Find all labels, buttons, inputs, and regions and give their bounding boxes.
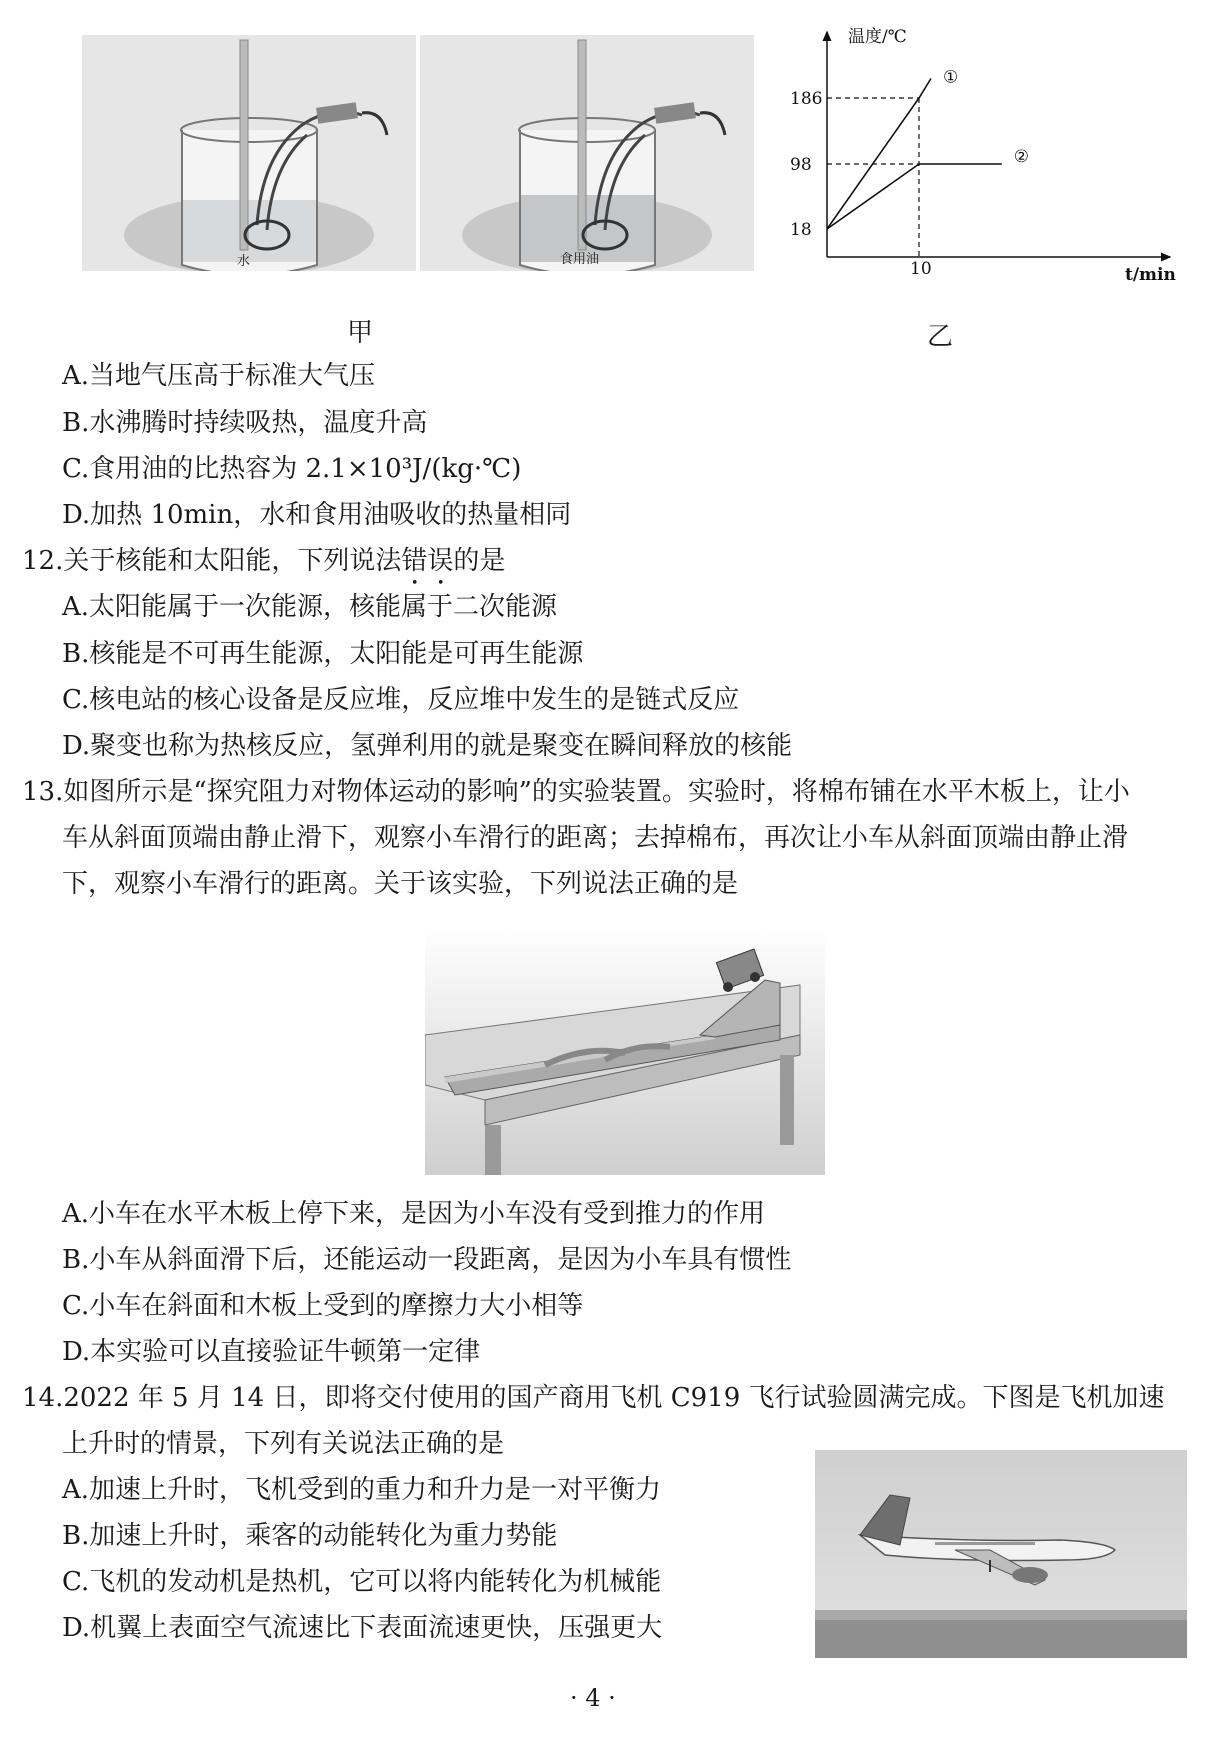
q14-option-b: B.加速上升时，乘客的动能转化为重力势能 bbox=[62, 1521, 558, 1551]
series-line-1 bbox=[827, 79, 931, 230]
q11-option-a: A.当地气压高于标准大气压 bbox=[62, 361, 376, 391]
q14-option-c: C.飞机的发动机是热机，它可以将内能转化为机械能 bbox=[62, 1567, 662, 1597]
y-tick-label: 98 bbox=[790, 155, 812, 175]
q12-option-a: A.太阳能属于一次能源，核能属于二次能源 bbox=[62, 592, 558, 622]
y-axis-label: 温度/℃ bbox=[848, 27, 907, 47]
q13-option-b: B.小车从斜面滑下后，还能运动一段距离，是因为小车具有惯性 bbox=[62, 1245, 792, 1275]
x-axis-label: t/min bbox=[1125, 265, 1176, 285]
q12-stem-before: 12.关于核能和太阳能，下列说法 bbox=[22, 546, 402, 576]
series-line-2 bbox=[827, 164, 1002, 229]
q13-stem-line-2: 车从斜面顶端由静止滑下，观察小车滑行的距离；去掉棉布，再次让小车从斜面顶端由静止滑 bbox=[62, 823, 1129, 853]
incline-experiment-figure bbox=[425, 925, 825, 1175]
q11-option-b: B.水沸腾时持续吸热，温度升高 bbox=[62, 408, 428, 438]
q14-stem-line-2: 上升时的情景，下列有关说法正确的是 bbox=[62, 1429, 505, 1459]
caption-jia: 甲 bbox=[347, 318, 374, 348]
x-tick-label: 10 bbox=[910, 259, 932, 279]
q13-stem-line-1: 13.如图所示是“探究阻力对物体运动的影响”的实验装置。实验时，将棉布铺在水平木板上，让小 bbox=[22, 777, 1130, 807]
q12-stem-emphasis: 错误 bbox=[401, 546, 454, 576]
q13-stem-line-3: 下，观察小车滑行的距离。关于该实验，下列说法正确的是 bbox=[62, 869, 739, 899]
q12-option-c: C.核电站的核心设备是反应堆，反应堆中发生的是链式反应 bbox=[62, 685, 740, 715]
q12-stem-after: 的是 bbox=[453, 546, 506, 576]
q11-option-d: D.加热 10min，水和食用油吸收的热量相同 bbox=[62, 500, 572, 530]
page-number: · 4 · bbox=[570, 1684, 616, 1712]
q12-option-d: D.聚变也称为热核反应，氢弹利用的就是聚变在瞬间释放的核能 bbox=[62, 731, 793, 761]
q13-option-a: A.小车在水平木板上停下来，是因为小车没有受到推力的作用 bbox=[62, 1199, 766, 1229]
series-label-2: ② bbox=[1013, 147, 1030, 167]
q13-option-d: D.本实验可以直接验证牛顿第一定律 bbox=[62, 1337, 481, 1367]
q14-option-a: A.加速上升时，飞机受到的重力和升力是一对平衡力 bbox=[62, 1475, 662, 1505]
beaker-water-photo bbox=[82, 35, 416, 271]
c919-airplane-photo bbox=[815, 1450, 1187, 1658]
water-label: 水 bbox=[237, 254, 251, 269]
caption-yi: 乙 bbox=[927, 322, 954, 352]
y-tick-label: 186 bbox=[790, 89, 823, 109]
q12-stem bbox=[22, 544, 505, 591]
series-label-1: ① bbox=[942, 67, 959, 88]
q14-stem-line-1: 14.2022 年 5 月 14 日，即将交付使用的国产商用飞机 C919 飞行试验圆满完成。下图是飞机加速 bbox=[22, 1383, 1165, 1413]
q14-option-d: D.机翼上表面空气流速比下表面流速更快，压强更大 bbox=[62, 1613, 663, 1643]
temperature-time-chart bbox=[790, 18, 1190, 288]
q13-option-c: C.小车在斜面和木板上受到的摩擦力大小相等 bbox=[62, 1291, 584, 1321]
q11-option-c: C.食用油的比热容为 2.1×10³J/(kg·℃) bbox=[62, 454, 522, 484]
q12-option-b: B.核能是不可再生能源，太阳能是可再生能源 bbox=[62, 639, 584, 669]
y-tick-label: 18 bbox=[790, 220, 812, 240]
beaker-oil-photo bbox=[420, 35, 754, 271]
oil-label: 食用油 bbox=[560, 252, 600, 267]
